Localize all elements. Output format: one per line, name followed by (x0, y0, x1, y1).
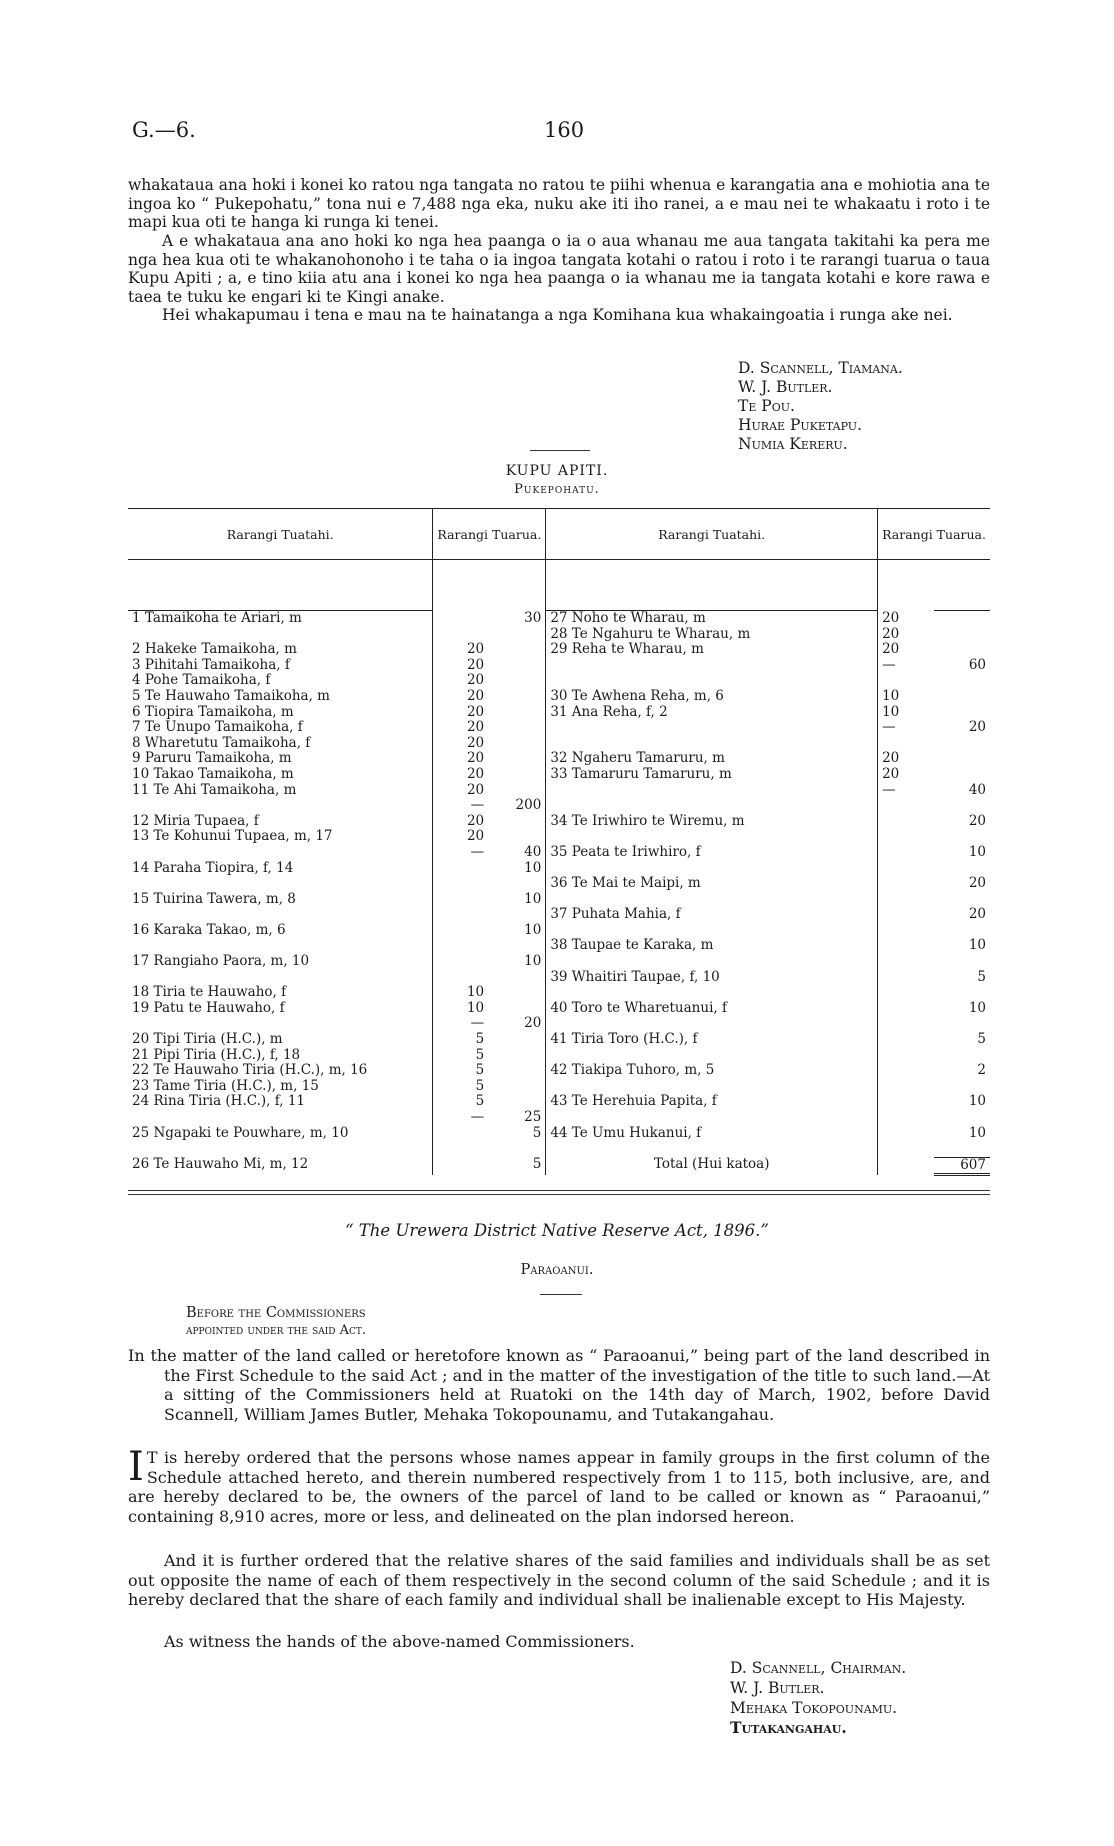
schedule-right-name (546, 798, 878, 814)
schedule-right-individual-share: 10 (878, 689, 934, 705)
schedule-left-name (128, 1016, 433, 1032)
schedule-left-family-share (488, 673, 546, 689)
schedule-left-family-share: 5 (488, 1126, 546, 1142)
schedule-left-family-share: 200 (488, 798, 546, 814)
schedule-right-family-share (934, 829, 990, 845)
schedule-left-individual-share: 5 (433, 1094, 488, 1110)
schedule-left-individual-share: — (433, 1110, 488, 1126)
schedule-right-family-share: 10 (968, 999, 986, 1016)
table-row (128, 970, 990, 986)
table-row (128, 892, 990, 908)
schedule-left-family-share: 10 (488, 892, 546, 908)
schedule-left-family-share (488, 751, 546, 767)
schedule-left-individual-share (433, 627, 488, 643)
schedule-left-name (128, 907, 433, 923)
schedule-right-name: 34 Te Iriwhiro te Wiremu, m (550, 812, 745, 829)
schedule-left-individual-share (433, 1141, 488, 1157)
schedule-right-family-share: 2 (977, 1062, 986, 1079)
schedule-left-individual-share (433, 954, 488, 970)
schedule-right-family-share (934, 611, 990, 627)
schedule-right-name (546, 1141, 878, 1157)
schedule-left-family-share (488, 938, 546, 954)
schedule-left-family-share (488, 814, 546, 830)
schedule-right-name (546, 1079, 878, 1095)
schedule-left-individual-share (433, 1157, 488, 1175)
schedule-right-individual-share (878, 861, 934, 877)
schedule-right-name (546, 861, 878, 877)
schedule-left-individual-share: — (433, 845, 488, 861)
schedule-right-family-share (934, 736, 990, 752)
schedule-right-individual-share (878, 1001, 934, 1017)
schedule-right-individual-share (878, 954, 934, 970)
table-row (128, 736, 990, 752)
before-commissioners (186, 1304, 366, 1340)
schedule-left-name (128, 627, 433, 643)
schedule-left-name: 3 Pihitahi Tamaikoha, f (132, 656, 290, 673)
schedule-left-name: 23 Tame Tiria (H.C.), m, 15 (132, 1077, 319, 1094)
column-header: Rarangi Tuatahi. (128, 509, 433, 560)
schedule-right-individual-share: — (878, 658, 934, 674)
schedule-right-family-share: 5 (977, 1031, 986, 1048)
table-row (128, 876, 990, 892)
schedule-left-name: 24 Rina Tiria (H.C.), f, 11 (132, 1093, 306, 1110)
schedule-left-family-share: 10 (488, 954, 546, 970)
schedule-right-individual-share (878, 985, 934, 1001)
schedule-left-individual-share: 20 (433, 783, 488, 799)
schedule-right-individual-share (878, 829, 934, 845)
schedule-right-name: 38 Taupae te Karaka, m (550, 937, 714, 954)
schedule-right-name (546, 1048, 878, 1064)
schedule-left-family-share (488, 970, 546, 986)
schedule-left-individual-share: 20 (433, 767, 488, 783)
schedule-right-name: 44 Te Umu Hukanui, f (550, 1124, 702, 1141)
schedule-left-name: 25 Ngapaki te Pouwhare, m, 10 (132, 1124, 349, 1141)
schedule-left-name: 15 Tuirina Tawera, m, 8 (132, 890, 296, 907)
table-row (128, 1126, 990, 1142)
signature-block-maori (738, 359, 903, 454)
table-row (128, 954, 990, 970)
schedule-right-family-share: 20 (968, 719, 986, 736)
order-paragraph (128, 1444, 990, 1526)
schedule-left-name (128, 938, 433, 954)
schedule-left-name: 11 Te Ahi Tamaikoha, m (132, 781, 297, 798)
column-header: Rarangi Tuarua. (433, 509, 546, 560)
divider (530, 450, 590, 451)
schedule-left-individual-share: 5 (433, 1063, 488, 1079)
schedule-left-family-share: 30 (488, 611, 546, 627)
divider (128, 1194, 990, 1195)
schedule-left-family-share (488, 1032, 546, 1048)
schedule-right-family-share: 607 (934, 1157, 990, 1175)
schedule-right-individual-share (878, 1063, 934, 1079)
table-row (128, 1001, 990, 1017)
schedule-right-family-share (934, 673, 990, 689)
schedule-right-name: 43 Te Herehuia Papita, f (550, 1093, 717, 1110)
schedule-right-individual-share (878, 923, 934, 939)
schedule-right-name: 32 Ngaheru Tamaruru, m (550, 750, 725, 767)
schedule-left-family-share (488, 689, 546, 705)
schedule-right-name (546, 923, 878, 939)
schedule-left-family-share (488, 736, 546, 752)
schedule-left-individual-share (433, 892, 488, 908)
table-row (128, 1141, 990, 1157)
schedule-right-family-share (934, 798, 990, 814)
schedule-left-family-share (488, 705, 546, 721)
schedule-right-individual-share: — (878, 783, 934, 799)
table-row (128, 767, 990, 783)
schedule-left-name (128, 798, 433, 814)
schedule-right-individual-share (878, 1157, 934, 1175)
schedule-left-family-share (488, 783, 546, 799)
schedule-left-name: 26 Te Hauwaho Mi, m, 12 (132, 1156, 309, 1173)
schedule-right-family-share (934, 689, 990, 705)
schedule-left-name: 10 Takao Tamaikoha, m (132, 765, 294, 782)
schedule-subtitle: Pukepohatu. (514, 482, 600, 497)
schedule-left-individual-share (433, 907, 488, 923)
schedule-left-family-share (488, 876, 546, 892)
before-line: appointed under the said Act. (186, 1323, 367, 1338)
schedule-right-family-share: 20 (968, 875, 986, 892)
table-row (128, 751, 990, 767)
schedule-left-individual-share: 10 (433, 1001, 488, 1017)
schedule-right-family-share (934, 954, 990, 970)
schedule-right-name: 31 Ana Reha, f, 2 (550, 703, 668, 720)
schedule-left-name: 9 Paruru Tamaikoha, m (132, 750, 292, 767)
schedule-right-name: 33 Tamaruru Tamaruru, m (550, 765, 732, 782)
intro-paragraph-2: A e whakataua ana ano hoki ko nga hea paanga o ia o aua whanau me aua tangata takitahi ka pera me nga hea kua oti te whakanohonoho i te taha o ia ingoa tangata kotahi o ratou i roto i te rarangi tuarua o taua Kupu Apiti ; a, e tino kiia atu ana i konei ko nga hea paanga o ia whanau me ia tangata kotahi e kore rawa e taea te tuku ke engari ki te Kingi anake. (128, 232, 990, 306)
schedule-right-name: 40 Toro te Wharetuanui, f (550, 999, 727, 1016)
schedule-left-individual-share (433, 876, 488, 892)
schedule-right-family-share (934, 1141, 990, 1157)
schedule-right-individual-share (878, 1141, 934, 1157)
schedule-right-family-share (934, 705, 990, 721)
signatory: W. J. Butler. (730, 1679, 825, 1697)
schedule-left-individual-share: 20 (433, 642, 488, 658)
schedule-left-individual-share: 5 (433, 1048, 488, 1064)
schedule-left-name (128, 1141, 433, 1157)
matter-paragraph: In the matter of the land called or heretofore known as “ Paraoanui,” being part of the land described in the First Schedule to the said Act ; and in the matter of the investigation of the title to such land.—At a sitting of the Commissioners held at Ruatoki on the 14th day of March, 1902, before David Scannell, William James Butler, Mehaka Tokopounamu, and Tutakangahau. (128, 1346, 990, 1424)
schedule-left-name: 4 Pohe Tamaikoha, f (132, 672, 271, 689)
schedule-left-family-share (488, 627, 546, 643)
schedule-right-family-share: 10 (968, 1124, 986, 1141)
schedule-left-individual-share: 20 (433, 736, 488, 752)
schedule-right-name: Total (Hui katoa) (653, 1156, 770, 1173)
schedule-right-individual-share (878, 814, 934, 830)
schedule-right-individual-share (878, 1094, 934, 1110)
schedule-left-individual-share (433, 923, 488, 939)
schedule-right-family-share: 5 (977, 968, 986, 985)
schedule-right-name: 29 Reha te Wharau, m (550, 641, 704, 658)
schedule-left-name: 6 Tiopira Tamaikoha, m (132, 703, 294, 720)
schedule-left-name: 18 Tiria te Hauwaho, f (132, 984, 287, 1001)
schedule-right-individual-share (878, 736, 934, 752)
schedule-right-family-share (934, 767, 990, 783)
schedule-left-name: 22 Te Hauwaho Tiria (H.C.), m, 16 (132, 1062, 368, 1079)
schedule-right-family-share: 60 (968, 656, 986, 673)
schedule-left-name: 19 Patu te Hauwaho, f (132, 999, 285, 1016)
table-row (128, 1032, 990, 1048)
schedule-right-individual-share (878, 1032, 934, 1048)
schedule-right-individual-share (878, 1048, 934, 1064)
table-row (128, 705, 990, 721)
signature-block-english (730, 1658, 906, 1738)
schedule-right-family-share (934, 1079, 990, 1095)
schedule-right-family-share (934, 627, 990, 643)
schedule-left-name: 14 Paraha Tiopira, f, 14 (132, 859, 294, 876)
schedule-left-family-share (488, 767, 546, 783)
schedule-right-individual-share (878, 1079, 934, 1095)
schedule-left-individual-share: 20 (433, 751, 488, 767)
column-header: Rarangi Tuatahi. (546, 509, 878, 560)
schedule-right-name: 28 Te Ngahuru te Wharau, m (550, 625, 751, 642)
schedule-right-name (546, 673, 878, 689)
table-row (128, 814, 990, 830)
schedule-right-individual-share: 20 (878, 627, 934, 643)
table-row (128, 627, 990, 643)
act-title: “ The Urewera District Native Reserve Act, 1896.” (345, 1221, 769, 1240)
schedule-right-family-share: 10 (968, 843, 986, 860)
schedule-left-individual-share: 20 (433, 829, 488, 845)
schedule-right-family-share (934, 923, 990, 939)
table-row (128, 1048, 990, 1064)
schedule-left-family-share (488, 907, 546, 923)
schedule-right-individual-share (878, 892, 934, 908)
signatory: Mehaka Tokopounamu. (730, 1699, 898, 1717)
schedule-left-name: 17 Rangiaho Paora, m, 10 (132, 953, 310, 970)
table-row (128, 1157, 990, 1175)
schedule-left-individual-share: 20 (433, 705, 488, 721)
schedule-right-name: 42 Tiakipa Tuhoro, m, 5 (550, 1062, 715, 1079)
schedule-right-individual-share (878, 1126, 934, 1142)
schedule-right-family-share: 10 (968, 937, 986, 954)
schedule-right-individual-share (878, 876, 934, 892)
signatory: Hurae Puketapu. (738, 416, 863, 434)
schedule-right-name (546, 829, 878, 845)
schedule-left-individual-share (433, 938, 488, 954)
table-row (128, 829, 990, 845)
schedule-right-individual-share (878, 798, 934, 814)
order-text: T is hereby ordered that the persons whose names appear in family groups in the first column of the Schedule attached hereto, and therein numbered respectively from 1 to 115, both inclusive, are, and are hereby declared to be, the owners of the parcel of land to be called or known as “ Paraoanui,” containing 8,910 acres, more or less, and delineated on the plan indorsed hereon. (128, 1448, 990, 1526)
schedule-left-family-share (488, 1048, 546, 1064)
table-row (128, 938, 990, 954)
signatory: Tutakangahau. (730, 1718, 847, 1737)
schedule-right-name (546, 954, 878, 970)
schedule-left-name (128, 1110, 433, 1126)
schedule-right-name: 39 Whaitiri Taupae, f, 10 (550, 968, 720, 985)
schedule-right-individual-share (878, 1016, 934, 1032)
schedule-left-individual-share (433, 861, 488, 877)
schedule-left-family-share (488, 658, 546, 674)
table-row (128, 1016, 990, 1032)
schedule-right-name: 35 Peata te Iriwhiro, f (550, 843, 701, 860)
table-row (128, 907, 990, 923)
schedule-right-individual-share: 10 (878, 705, 934, 721)
schedule-left-individual-share (433, 970, 488, 986)
schedule-right-individual-share (878, 1110, 934, 1126)
schedule-left-family-share (488, 985, 546, 1001)
schedule-right-name: 37 Puhata Mahia, f (550, 906, 681, 923)
schedule-left-individual-share: 20 (433, 658, 488, 674)
table-row (128, 985, 990, 1001)
table-row (128, 1094, 990, 1110)
schedule-right-family-share (934, 1016, 990, 1032)
drop-cap: I (128, 1444, 144, 1490)
page-number: 160 (544, 118, 585, 142)
witness-paragraph: As witness the hands of the above-named Commissioners. (164, 1632, 635, 1651)
schedule-right-name (546, 1110, 878, 1126)
schedule-body (128, 611, 990, 1175)
schedule-right-name: 41 Tiria Toro (H.C.), f (550, 1031, 698, 1048)
schedule-right-individual-share (878, 938, 934, 954)
schedule-right-individual-share: 20 (878, 611, 934, 627)
schedule-left-name (128, 845, 433, 861)
schedule-right-name (546, 658, 878, 674)
schedule-left-name: 13 Te Kohunui Tupaea, m, 17 (132, 828, 333, 845)
schedule-right-individual-share: 20 (878, 642, 934, 658)
schedule-left-individual-share: 5 (433, 1032, 488, 1048)
schedule-left-individual-share: — (433, 1016, 488, 1032)
schedule-right-individual-share (878, 907, 934, 923)
schedule-right-name: 30 Te Awhena Reha, m, 6 (550, 687, 724, 704)
schedule-right-family-share (934, 1048, 990, 1064)
schedule-left-family-share: 25 (488, 1110, 546, 1126)
schedule-left-name: 21 Pipi Tiria (H.C.), f, 18 (132, 1046, 301, 1063)
table-row (128, 673, 990, 689)
schedule-left-individual-share: — (433, 798, 488, 814)
schedule-left-individual-share: 20 (433, 720, 488, 736)
schedule-left-individual-share: 10 (433, 985, 488, 1001)
intro-paragraph-3: Hei whakapumau i tena e mau na te hainatanga a nga Komihana kua whakaingoatia i runga ake nei. (162, 306, 953, 324)
before-line: Before the Commissioners (186, 1305, 366, 1321)
schedule-right-name (546, 736, 878, 752)
table-row (128, 861, 990, 877)
schedule-right-name (546, 720, 878, 736)
schedule-left-family-share (488, 1141, 546, 1157)
schedule-right-family-share: 40 (968, 781, 986, 798)
schedule-right-individual-share: 20 (878, 767, 934, 783)
schedule-right-family-share (934, 985, 990, 1001)
table-header-row (128, 509, 990, 560)
schedule-right-family-share (934, 642, 990, 658)
schedule-right-name (546, 892, 878, 908)
schedule-right-individual-share: 20 (878, 751, 934, 767)
table-row (128, 642, 990, 658)
signatory: D. Scannell, Tiamana. (738, 359, 903, 377)
schedule-left-family-share (488, 1063, 546, 1079)
schedule-left-family-share: 40 (488, 845, 546, 861)
table-row (128, 783, 990, 799)
schedule-left-individual-share: 5 (433, 1079, 488, 1095)
page-header (132, 118, 994, 148)
schedule-left-individual-share: 20 (433, 814, 488, 830)
schedule-right-name (546, 783, 878, 799)
intro-paragraph-1: whakataua ana hoki i konei ko ratou nga tangata no ratou te piihi whenua e karangatia ana e mohiotia ana te ingoa ko “ Pukepohatu,” tona nui e 7,488 nga eka, nuku ake iti iho ranei, a e mau nei te whakaatu i roto i te mapi kua oti te hanga ki runga ki tenei. (128, 176, 991, 231)
schedule-left-name: 20 Tipi Tiria (H.C.), m (132, 1031, 283, 1048)
schedule-right-family-share (934, 861, 990, 877)
table-row (128, 720, 990, 736)
schedule-right-name (546, 985, 878, 1001)
schedule-left-name: 12 Miria Tupaea, f (132, 812, 259, 829)
schedule-left-family-share (488, 642, 546, 658)
schedule-left-family-share (488, 829, 546, 845)
schedule-left-family-share (488, 1001, 546, 1017)
schedule-right-individual-share (878, 845, 934, 861)
schedule-right-individual-share (878, 673, 934, 689)
schedule-left-family-share: 10 (488, 923, 546, 939)
signatory: Numia Kereru. (738, 435, 848, 453)
schedule-left-name: 8 Wharetutu Tamaikoha, f (132, 734, 311, 751)
schedule-right-name: 27 Noho te Wharau, m (550, 610, 706, 626)
signatory: D. Scannell, Chairman. (730, 1659, 907, 1677)
signatory: W. J. Butler. (738, 378, 833, 396)
schedule-right-individual-share (878, 970, 934, 986)
schedule-right-individual-share: — (878, 720, 934, 736)
schedule-left-name: 7 Te Unupo Tamaikoha, f (132, 719, 303, 736)
schedule-left-name: 16 Karaka Takao, m, 6 (132, 921, 286, 938)
schedule-left-name: 1 Tamaikoha te Ariari, m (132, 610, 302, 626)
document-reference: G.—6. (132, 118, 196, 142)
further-order-paragraph: And it is further ordered that the relative shares of the said families and individuals shall be as set out opposite the name of each of them respectively in the second column of the said Schedule ; and it is hereby declared that the share of each family and individual shall be inalienable except to His Majesty. (128, 1551, 990, 1609)
table-row (128, 1110, 990, 1126)
schedule-right-family-share: 20 (968, 812, 986, 829)
table-row (128, 1063, 990, 1079)
divider (540, 1294, 582, 1295)
schedule-left-name: 5 Te Hauwaho Tamaikoha, m (132, 687, 330, 704)
divider (128, 1190, 990, 1191)
table-row (128, 845, 990, 861)
schedule-left-family-share (488, 1094, 546, 1110)
table-row (128, 923, 990, 939)
schedule-right-family-share (934, 1110, 990, 1126)
schedule-left-family-share: 20 (488, 1016, 546, 1032)
schedule-left-individual-share (433, 1126, 488, 1142)
schedule-left-name: 2 Hakeke Tamaikoha, m (132, 641, 297, 658)
table-row (128, 689, 990, 705)
ownership-schedule-table (128, 508, 990, 1176)
schedule-right-family-share: 20 (968, 906, 986, 923)
schedule-left-name (128, 970, 433, 986)
schedule-right-family-share (934, 892, 990, 908)
schedule-right-family-share: 10 (968, 1093, 986, 1110)
table-row (128, 798, 990, 814)
signatory: Te Pou. (738, 397, 795, 415)
schedule-left-family-share (488, 720, 546, 736)
schedule-left-individual-share: 20 (433, 673, 488, 689)
table-row (128, 611, 990, 627)
schedule-left-individual-share (433, 611, 488, 627)
table-row (128, 1079, 990, 1095)
schedule-left-family-share: 5 (488, 1157, 546, 1175)
schedule-left-family-share (488, 1079, 546, 1095)
block-name: Paraoanui. (520, 1262, 594, 1278)
schedule-title: KUPU APITI. (505, 463, 609, 479)
schedule-left-name (128, 876, 433, 892)
column-header: Rarangi Tuarua. (878, 509, 990, 560)
schedule-right-name (546, 1016, 878, 1032)
schedule-right-name: 36 Te Mai te Maipi, m (550, 875, 701, 892)
schedule-right-family-share (934, 751, 990, 767)
schedule-left-individual-share: 20 (433, 689, 488, 705)
schedule-left-family-share: 10 (488, 861, 546, 877)
table-row (128, 658, 990, 674)
